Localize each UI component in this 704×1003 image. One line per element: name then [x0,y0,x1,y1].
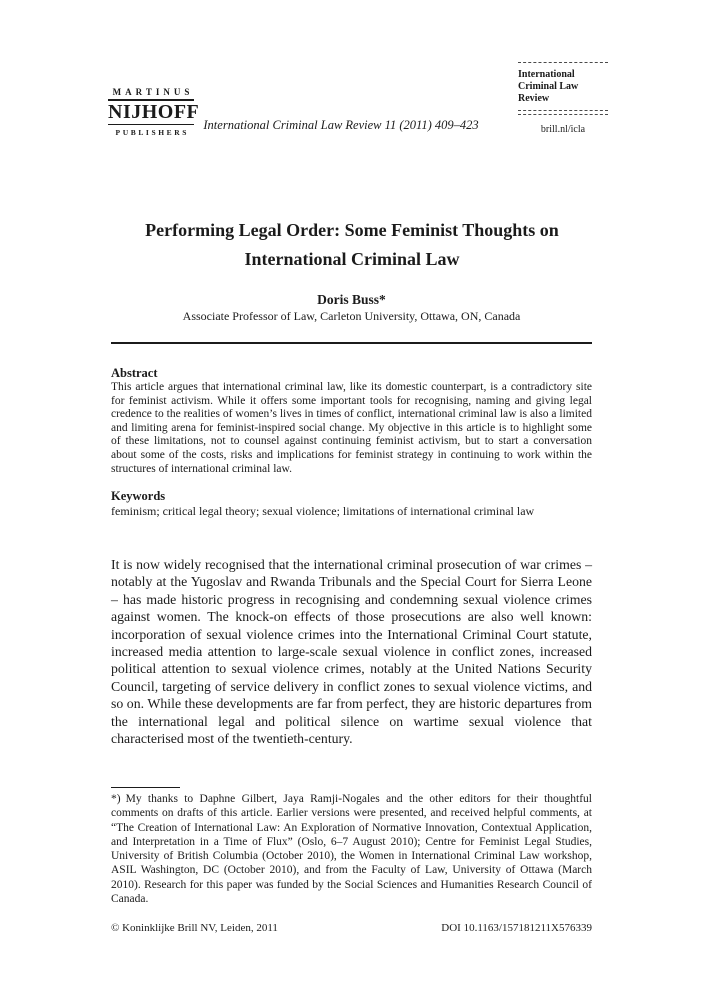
page-footer [111,922,592,934]
journal-info-box [518,62,608,135]
journal-box-double-rule [518,110,608,115]
doi: DOI 10.1163/157181211X576339 [441,922,592,934]
footnote-marker: *) [111,793,121,805]
publisher-logo-publishers: PUBLISHERS [115,128,190,137]
journal-box-title-line: Review [518,93,550,104]
copyright-notice: © Koninklijke Brill NV, Leiden, 2011 [111,922,278,934]
journal-box-top-rule [518,62,608,63]
author-name: Doris Buss* [317,292,386,307]
footnote-text: My thanks to Daphne Gilbert, Jaya Ramji-Nogales and the other editors for their thoughtful comments on drafts of this article. Earlier versions were presented, and received helpful comments, at “The Creation of International Law: An Exploration of Normative Innovation, Contextual Application, and Interpretation in a Time of Flux” (Oslo, 6–7 August 2010); Centre for Feminist Legal Studies, University of British Columbia (October 2010), the Women in International Criminal Law workshop, ASIL Washington, DC (October 2010), and from the Faculty of Law, University of Ottawa (March 2010). Research for this paper was funded by the Social Sciences and Humanities Research Council of Canada. [111,793,592,906]
footnote [111,792,592,906]
header-divider-rule [111,342,592,344]
journal-box-title-line: Criminal Law [518,81,579,92]
journal-box-title-line: International [518,69,575,80]
publisher-logo-martinus: MARTINUS [108,87,194,101]
journal-url: brill.nl/icla [540,124,586,135]
publisher-logo-nijhoff: NIJHOFF [108,101,200,123]
abstract-heading: Abstract [111,366,158,380]
article-title: Performing Legal Order: Some Feminist Thoughts on International Criminal Law [145,220,559,270]
journal-citation: International Criminal Law Review 11 (2011) 409–423 [203,118,479,132]
body-paragraph: It is now widely recognised that the international criminal prosecution of war crimes – notably at the Yugoslav and Rwanda Tribunals and the Special Court for Sierra Leone – has made historic progress in recognising and condemning sexual violence crimes against women. The knock-on effects of those prosecutions are also well known: incorporation of sexual violence crimes into the International Criminal Court statute, increased media attention to large-scale sexual violence in conflict zones, increased political attention to sexual violence crimes, notably at the United Nations Security Council, targeting of service delivery in conflict zones to sexual violence victims, and so on. While these developments are far from perfect, they are historic departures from the international legal and political silence on wartime sexual violence that characterised most of the twentieth-century. [111,557,592,747]
keywords-text: feminism; critical legal theory; sexual violence; limitations of international criminal law [111,504,535,518]
journal-box-title [518,69,608,105]
abstract-text: This article argues that international criminal law, like its domestic counterpart, is a contradictory site for feminist activism. While it offers some important tools for recognising, naming and giving legal credence to the realities of women’s lives in times of conflict, international criminal law is also a limited and limiting arena for feminist-inspired social change. My objective in this article is to highlight some of these limitations, not to counsel against continuing feminist activism, but to start a conversation about some of the costs, risks and implications for feminist strategy in continuing to work within the structures of international criminal law. [111,381,592,475]
footnote-separator-rule [111,787,180,788]
keywords-heading: Keywords [111,489,166,503]
author-affiliation: Associate Professor of Law, Carleton University, Ottawa, ON, Canada [182,309,521,323]
